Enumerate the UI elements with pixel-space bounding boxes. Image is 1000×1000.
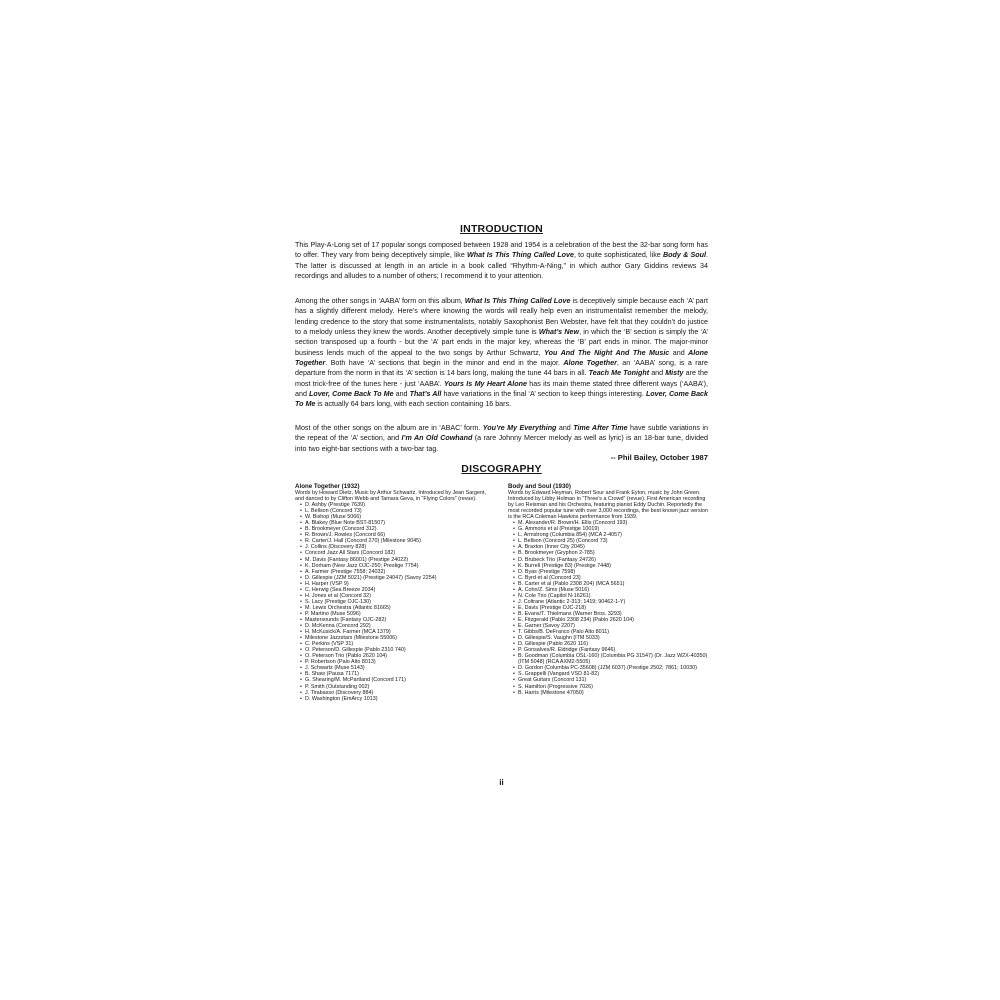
recording-item: • O. Peterson/D. Gillespie (Pablo 2310 740) <box>300 647 495 653</box>
recording-item: • B. Goodman (Columbia OSL-160) (Columbia PG 31547) (Dr. Jazz W2X-40350) (ITM 5048) (RCA AXM2-5505) <box>513 653 708 665</box>
recording-item: • B. Brookmeyer (Gryphon 2-785) <box>513 550 708 556</box>
recording-item: • D. Gillespie/S. Vaughn (ITM 5033) <box>513 635 708 641</box>
song-title-ref: You’re My Everything <box>482 424 557 432</box>
discography-column-alone-together <box>295 483 495 702</box>
song-title-ref: Misty <box>665 369 684 378</box>
paragraph-text: is deceptively simple because each ‘A’ part has a slightly different melody. Here’s where knowing the words will really help even an instrumentalist remember the melody, lending credence to the story that some instrumentalists, notably Saxophonist Ben Webster, have felt that they couldn’t do justice to a melody unless they knew the words. Another deceptively simple tune is <box>295 297 709 337</box>
paragraph-text: and <box>669 348 689 357</box>
recording-item: • H. Harper (VSP 9) <box>300 581 495 587</box>
recording-item: • N. Cole Trio (Capitol N-16261) <box>513 593 708 599</box>
paragraph-text: . The latter is discussed at length in an article in a book called “Rhythm-A-Ning,” in which author Gary Giddins reviews 34 recordings and alludes to a number of others; I recommend it to your attention. <box>295 251 708 281</box>
song-description: Words by Edward Heyman, Robert Sour and Frank Eyton, music by John Green. Introduced by Libby Holman in “Three’s a Crowd” (revue). First American recording by Leo Reisman and his Orchestra, featuring pianist Eddy Duchin. Reportedly the most recorded popular tune with over 3,000 recordings, the best known jazz version is the RCA Coleman Hawkins performance from 1939. <box>508 490 708 521</box>
recording-item: • S. Lacy (Prestige OJC-130) <box>300 599 495 605</box>
paragraph-text: are the most trick-free of the tunes here - just ‘AABA’. <box>295 369 708 388</box>
discography-column-body-and-soul <box>508 483 708 696</box>
introduction-paragraph-2 <box>295 296 708 410</box>
discography-heading: DISCOGRAPHY <box>461 463 542 475</box>
recording-item: • L. Armstrong (Columbia 854) (MCA 2-4057) <box>513 532 708 538</box>
recording-item: • H. Jones et al (Concord 32) <box>300 593 495 599</box>
song-title-ref: I’m An Old Cowhand <box>401 434 473 443</box>
paragraph-text: Most of the other songs on the album are in ‘ABAC’ form. <box>295 424 483 432</box>
recording-item: • M. Davis (Fantasy 86001) (Prestige 24022) <box>300 557 495 563</box>
recording-list <box>508 520 708 695</box>
paragraph-text: and <box>393 390 410 399</box>
paragraph-text: and <box>556 424 574 432</box>
song-title-ref: Alone Together <box>295 348 708 368</box>
song-title-ref: Lover, Come Back To Me <box>295 390 708 409</box>
song-title: Alone Together (1932) <box>295 483 360 490</box>
recording-item: • A. Farmer (Prestige 7558; 24032) <box>300 569 495 575</box>
recording-item: • D. Ashby (Prestige 7639) <box>300 502 495 508</box>
song-title-ref: Yours Is My Heart Alone <box>444 379 527 388</box>
song-title-ref: You And The Night And The Music <box>544 348 670 357</box>
recording-item: • D. McKenna (Concord 292) <box>300 623 495 629</box>
document-page <box>295 220 708 792</box>
recording-item: • D. Gordon (Columbia PC-35608) (JZM 6037) (Prestige 2502; 7861; 10030) <box>513 665 708 671</box>
recording-item: • P. Smith (Outstanding 002) <box>300 684 495 690</box>
recording-item: • D. Gillespie (JZM 5021) (Prestige 24047) (Savoy 2254) <box>300 575 495 581</box>
recording-item: • J. Tirabasso (Discovery 884) <box>300 690 495 696</box>
introduction-paragraph-3 <box>295 423 708 454</box>
recording-item: • Concord Jazz All Stars (Concord 182) <box>300 550 495 556</box>
paragraph-text: . Both have ‘A’ sections that begin in the minor and end in the major. <box>325 359 564 368</box>
recording-item: • A. Blakey (Blue Note BST-81507) <box>300 520 495 526</box>
recording-item: • R. Carter/J. Hall (Concord 270) (Milestone 9045) <box>300 538 495 544</box>
recording-item: • C. Byrd et al (Concord 23) <box>513 575 708 581</box>
recording-item: • Mastersounds (Fantasy OJC-282) <box>300 617 495 623</box>
recording-item: • G. Ammons et al (Prestige 10019) <box>513 526 708 532</box>
paragraph-text: , in which the ‘B’ section is simply the ‘A’ section transposed up a fourth - but the ‘A’ part ends in the major key, whereas the ‘B’ part ends in minor. The major-minor business lends much of the appeal to the two songs by Arthur Schwartz, <box>295 328 708 357</box>
song-description: Words by Howard Dietz, Music by Arthur Schwartz. Introduced by Jean Sargent, and danced to by Clifton Webb and Tamara Geva, in “Flying Colors” (revue). <box>295 490 487 503</box>
paragraph-text: This Play-A-Long set of 17 popular songs composed between 1928 and 1954 is a celebration of the best the 32-bar song form has to offer. They vary from being deceptively simple, like <box>295 241 708 260</box>
song-title-ref: Body & Soul <box>663 251 707 260</box>
paragraph-text: and <box>649 369 666 378</box>
song-title-ref: What’s New <box>538 328 580 337</box>
recording-item: • E. Garner (Savoy 2207) <box>513 623 708 629</box>
paragraph-text: (a rare Johnny Mercer melody as well as lyric) is an 18-bar tune, divided into two eight-bar sections with a two-bar tag. <box>295 434 708 453</box>
recording-item: • A. Braxton (Inner City 2045) <box>513 544 708 550</box>
paragraph-text: have subtle variations in the repeat of the ‘A’ section, and <box>295 424 708 443</box>
paragraph-text: , an ‘AABA’ song, is a rare departure from the norm in that its ‘A’ section is 14 bars long, making the tune 44 bars in all. <box>295 359 708 378</box>
recording-item: • L. Bellson (Concord 25) (Concord 73) <box>513 538 708 544</box>
recording-item: • Great Guitars (Concord 131) <box>513 677 708 683</box>
recording-item: • D. Brubeck Trio (Fantasy 24726) <box>513 557 708 563</box>
song-title-ref: What Is This Thing Called Love <box>464 297 571 305</box>
recording-item: • D. Gillespie (Pablo 2620 116) <box>513 641 708 647</box>
recording-item: • R. Brown/J. Rowles (Concord 66) <box>300 532 495 538</box>
recording-item: • B. Harris (Milestone 47050) <box>513 690 708 696</box>
recording-item: • C. Herwig (Sea Breeze 2034) <box>300 587 495 593</box>
recording-item: • D. Byas (Prestige 7598) <box>513 569 708 575</box>
paragraph-text: has its main theme stated three different ways (‘AABA’), and <box>295 379 708 399</box>
song-title-ref: Alone Together <box>563 359 617 368</box>
recording-item: • W. Bishop (Muse 5066) <box>300 514 495 520</box>
recording-item: • S. Grappelli (Vangard VSD 81-82) <box>513 671 708 677</box>
recording-item: • L. Bellson (Concord 73) <box>300 508 495 514</box>
recording-item: • B. Brookmeyer (Concord 312) <box>300 526 495 532</box>
recording-item: • E. Fitzgerald (Pablo 2308 234) (Pablo 2620 104) <box>513 617 708 623</box>
recording-item: • O. Peterson Trio (Pablo 2620 104) <box>300 653 495 659</box>
recording-item: • J. Schwartz (Muse 5143) <box>300 665 495 671</box>
recording-item: • J. Coltrane (Atlantic 2-313; 1419; 90462-1-Y) <box>513 599 708 605</box>
recording-item: • P. Gonsalves/R. Eldridge (Fantasy 9646) <box>513 647 708 653</box>
song-title-ref: Lover, Come Back To Me <box>308 390 394 399</box>
recording-item: • H. McKusick/A. Farmer (MCA 1379) <box>300 629 495 635</box>
recording-item: • M. Alexander/R. Brown/H. Ellis (Concord 193) <box>513 520 708 526</box>
introduction-heading: INTRODUCTION <box>460 223 543 235</box>
recording-item: • S. Hamilton (Progressive 7026) <box>513 684 708 690</box>
recording-item: • M. Lewis Orchestra (Atlantic 81665) <box>300 605 495 611</box>
recording-item: • J. Collins (Discovery 828) <box>300 544 495 550</box>
recording-item: • P. Robertson (Palo Alto 8013) <box>300 659 495 665</box>
recording-item: • G. Shearing/M. McPartland (Concord 171) <box>300 677 495 683</box>
recording-item: • K. Burrell (Prestige 83) (Prestige 7448) <box>513 563 708 569</box>
paragraph-text: have variations in the final ‘A’ section to keep things interesting. <box>441 390 646 399</box>
song-title-ref: That’s All <box>409 390 442 399</box>
recording-item: • A. Cohn/Z. Sims (Muse 5016) <box>513 587 708 593</box>
recording-item: • B. Evans/T. Thielmans (Warner Bros. 3293) <box>513 611 708 617</box>
recording-list <box>295 502 495 702</box>
recording-item: • Milestone Jazzstars (Milestone 55006) <box>300 635 495 641</box>
song-title-ref: What Is This Thing Called Love <box>467 251 574 260</box>
introduction-paragraph-1 <box>295 240 708 281</box>
recording-item: • K. Dorham (New Jazz OJC-250; Prestige 7754) <box>300 563 495 569</box>
paragraph-text: is actually 64 bars long, with each section containing 16 bars. <box>315 400 512 409</box>
recording-item: • P. Martino (Muse 5096) <box>300 611 495 617</box>
paragraph-text: Among the other songs in ‘AABA’ form on this album, <box>295 297 465 305</box>
recording-item: • T. Gibbs/B. DeFranco (Palo Alto 8011) <box>513 629 708 635</box>
recording-item: • B. Carter et al (Pablo 2308 204) (MCA 5651) <box>513 581 708 587</box>
song-title-ref: Time After Time <box>573 424 628 432</box>
recording-item: • D. Washington (EmArcy 1013) <box>300 696 495 702</box>
paragraph-text: , to quite sophisticated, like <box>573 251 664 260</box>
song-title: Body and Soul (1930) <box>508 483 571 490</box>
author-signature: -- Phil Bailey, October 1987 <box>610 453 708 462</box>
recording-item: • E. Davis (Prestige OJC-218) <box>513 605 708 611</box>
song-title-ref: Teach Me Tonight <box>588 369 650 378</box>
recording-item: • C. Perkins (VSP 31) <box>300 641 495 647</box>
recording-item: • B. Shaw (Pausa 7171) <box>300 671 495 677</box>
page-number: ii <box>499 778 504 787</box>
